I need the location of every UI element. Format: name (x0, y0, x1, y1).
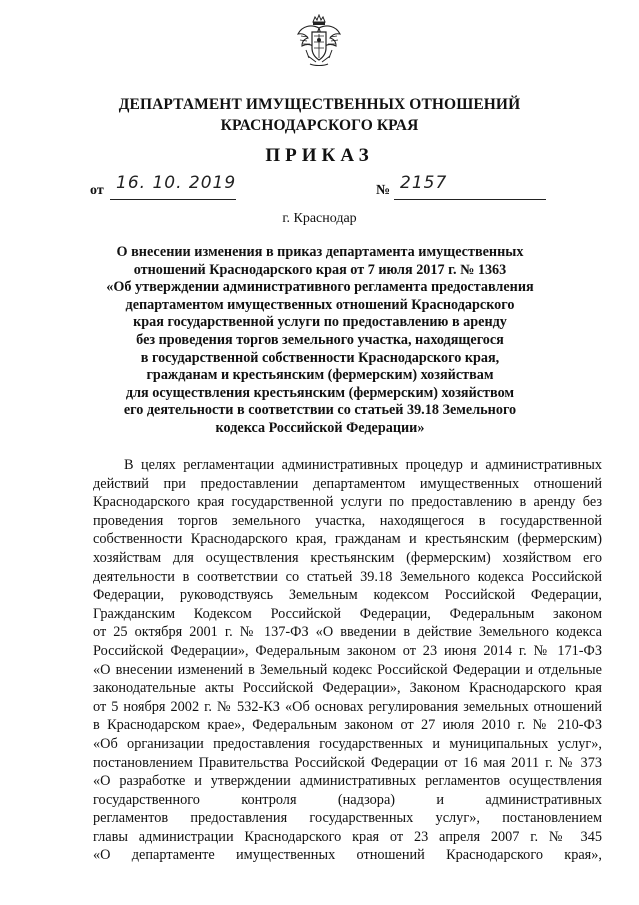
order-number: 2157 (400, 173, 448, 193)
order-date: 16. 10. 2019 (116, 173, 237, 193)
number-underline (394, 199, 546, 200)
coat-of-arms-emblem (296, 14, 342, 70)
body-text-line: Краснодарского края государственной услуги по предоставлению в аренду без (93, 494, 602, 511)
body-text-line: «Об организации предоставления государственных и муниципальных услуг», (93, 735, 602, 752)
body-text-line: от 25 октября 2001 г. № 137-ФЗ «О введении в действие Земельного кодекса (93, 624, 602, 641)
title-line: гражданам и крестьянским (фермерским) хозяйствам (146, 367, 494, 384)
body-text-line: «О внесении изменений в Земельный кодекс Российской Федерации и отдельные (93, 661, 602, 678)
date-prefix: от (90, 183, 104, 198)
department-name-line-2: КРАСНОДАРСКОГО КРАЯ (220, 117, 419, 134)
title-line: кодекса Российской Федерации» (215, 419, 425, 436)
body-text-line: от 5 ноября 2002 г. № 532-КЗ «Об основах регулирования земельных отношений (93, 698, 602, 715)
department-name-line-1: ДЕПАРТАМЕНТ ИМУЩЕСТВЕННЫХ ОТНОШЕНИЙ (118, 96, 521, 113)
title-line: департаментом имущественных отношений Краснодарского (125, 296, 515, 313)
title-line: для осуществления крестьянским (фермерским) хозяйством (125, 384, 515, 401)
body-text-line: в Краснодарском крае», Федеральным законом от 27 июля 2010 г. № 210-ФЗ (93, 717, 602, 734)
body-text-line: Российской Федерации», Федеральным законом от 23 июня 2014 г. № 171-ФЗ (93, 642, 602, 659)
title-line: О внесении изменения в приказ департамента имущественных (116, 244, 524, 260)
body-text-line: «О разработке и утверждении административных регламентов осуществления (93, 773, 602, 790)
order-title (80, 244, 560, 438)
body-text-line: постановлением Правительства Российской Федерации от 16 мая 2011 г. № 373 (93, 754, 602, 771)
body-text-line: главы администрации Краснодарского края от 23 апреля 2007 г. № 345 (93, 828, 602, 845)
body-text-line: «О департаменте имущественных отношений Краснодарского края», (93, 847, 602, 864)
title-line: «Об утверждении административного регламента предоставления (106, 279, 534, 296)
date-underline (110, 199, 236, 200)
title-line: его деятельности в соответствии со статьей 39.18 Земельного (123, 402, 517, 419)
body-text-line: государственного контроля (надзора) и административных (93, 791, 602, 808)
body-text-line: регламентов предоставления государственных услуг», постановлением (93, 810, 602, 827)
body-text-line: законодательные акты Российской Федерации», Законом Краснодарского края (93, 680, 602, 697)
title-line: края государственной услуги по предоставлению в аренду (133, 314, 507, 331)
title-line: в государственной собственности Краснодарского края, (140, 349, 500, 366)
city-name: г. Краснодар (282, 211, 357, 226)
body-text-line: В целях регламентации административных процедур и административных (124, 457, 602, 473)
title-line: отношений Краснодарского края от 7 июля 2017 г. № 1363 (133, 261, 507, 278)
order-body-text (93, 456, 602, 865)
body-text-line: Гражданским Кодексом Российской Федерации, Федеральным законом (93, 605, 602, 622)
body-text-line: Федерации, руководствуясь Земельным кодексом Российской Федерации, (93, 587, 602, 604)
body-text-line: действий при предоставлении департаментом имущественных отношений (93, 475, 602, 492)
title-line: без проведения торгов земельного участка, находящегося (136, 331, 504, 348)
body-text-line: собственности Краснодарского края, гражданам и крестьянским (фермерским) (93, 531, 602, 548)
body-text-line: проведения торгов земельного участка, находящегося в государственной (93, 512, 602, 529)
document-type-heading: ПРИКАЗ (265, 145, 374, 166)
number-prefix: № (376, 183, 391, 198)
body-text-line: хозяйствам для осуществления крестьянским (фермерским) хозяйством его (93, 549, 602, 566)
body-text-line: деятельности в соответствии со статьей 39.18 Земельного кодекса Российской (93, 568, 602, 585)
